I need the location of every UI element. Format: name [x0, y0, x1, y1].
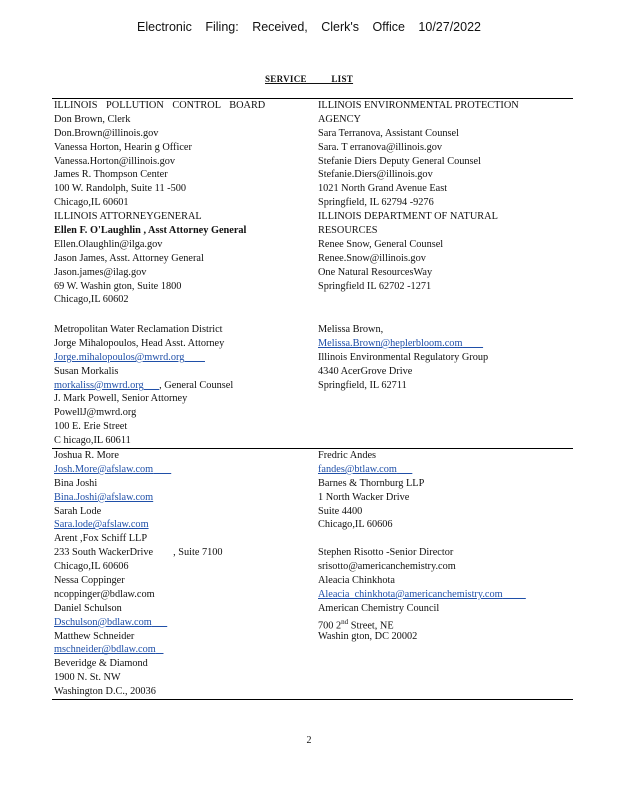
address-line: Chicago,IL 60606 [54, 561, 129, 573]
email-link[interactable]: morkaliss@mwrd.org [54, 379, 144, 391]
contact-name: Susan Morkalis [54, 365, 119, 377]
link-underline-tail [144, 380, 159, 391]
contact-name: Stephen Risotto -Senior Director [318, 547, 454, 559]
contact-name: Ellen F. O'Laughlin , Asst Attorney General [54, 225, 247, 237]
address-line: 1021 North Grand Avenue East [318, 183, 448, 195]
address-line: 69 W. Washin gton, Suite 1800 [54, 280, 182, 292]
electronic-filing-header: Electronic Filing: Received, Clerk's Office 10/27/2022 [137, 20, 481, 34]
email-link[interactable] [54, 351, 233, 365]
email-text: srisotto@americanchemistry.com [318, 561, 456, 573]
contact-name: Stefanie Diers Deputy General Counsel [318, 155, 481, 167]
address-line: 4340 AcerGrove Drive [318, 365, 413, 377]
address-line [54, 546, 223, 560]
email-link-row [318, 337, 488, 351]
left-section-1 [54, 99, 265, 307]
address-line: 100 W. Randolph, Suite 11 -500 [54, 183, 187, 195]
firm-name: Barnes & Thornburg LLP [318, 477, 425, 489]
email-link[interactable]: Dschulson@bdlaw.com [54, 616, 152, 628]
email-link[interactable]: Melissa.Brown@heplerbloom.com [318, 337, 463, 349]
address-line: Washin gton, DC 20002 [318, 630, 418, 642]
address-street: 233 South WackerDrive [54, 547, 154, 559]
address-line: Suite 4400 [318, 505, 363, 517]
email-text: PowellJ@mwrd.org [54, 407, 137, 419]
address-line: Springfield, IL 62794 -9276 [318, 197, 434, 209]
address-line: Chicago,IL 60601 [54, 197, 129, 209]
contact-name: Joshua R. More [54, 450, 119, 461]
email-text: Don.Brown@illinois.gov [54, 127, 159, 139]
address-line: C hicago,IL 60611 [54, 435, 131, 447]
address-line: 1 North Wacker Drive [318, 491, 410, 503]
link-underline-tail [156, 644, 164, 655]
email-link-row [54, 643, 223, 657]
contact-name: Fredric Andes [318, 450, 377, 461]
org-name: American Chemistry Council [318, 602, 440, 614]
street-name: Street, NE [348, 620, 394, 632]
contact-name: Jorge Mihalopoulos, Head Asst. Attorney [54, 337, 225, 349]
left-section-3 [54, 449, 223, 699]
contact-name: Sarah Lode [54, 505, 102, 517]
email-link-row [54, 463, 223, 477]
email-link[interactable]: Sara.lode@afslaw.com [54, 519, 149, 531]
link-underline-tail [503, 589, 526, 600]
spacer-line [318, 532, 526, 546]
org-name: ILLINOIS ATTORNEYGENERAL [54, 211, 202, 223]
ordinal-suffix: nd [341, 617, 349, 626]
org-name: Illinois Environmental Regulatory Group [318, 351, 489, 363]
service-list-title: SERVICE LIST [265, 74, 354, 84]
email-text: ncoppinger@bdlaw.com [54, 588, 155, 600]
contact-name: Melissa Brown, [318, 324, 384, 335]
firm-name: Arent ,Fox Schiff LLP [54, 533, 148, 545]
right-section-2 [318, 323, 488, 392]
right-section-1 [318, 99, 519, 293]
email-link-row [54, 518, 223, 532]
address-line: James R. Thompson Center [54, 169, 168, 181]
email-link-text[interactable]: Jorge.mihalopoulos@mwrd.org [54, 351, 185, 363]
email-text: Ellen.Olaughlin@ilga.gov [54, 238, 163, 250]
contact-name: Sara Terranova, Assistant Counsel [318, 127, 459, 139]
right-section-3 [318, 449, 526, 643]
street-number: 700 2 [318, 620, 342, 632]
email-text: Renee.Snow@illinois.gov [318, 252, 426, 264]
email-text: Vanessa.Horton@illinois.gov [54, 155, 176, 167]
email-text: Sara. T erranova@illinois.gov [318, 141, 443, 153]
address-line: One Natural ResourcesWay [318, 266, 433, 278]
link-underline-tail [397, 464, 412, 475]
email-link[interactable]: mschneider@bdlaw.com [54, 644, 156, 656]
contact-name: Don Brown, Clerk [54, 113, 131, 125]
link-underline-tail [153, 464, 171, 475]
email-link-row [54, 616, 223, 630]
email-link-row [318, 588, 526, 602]
address-line: Chicago,IL 60606 [318, 519, 393, 531]
address-line: Springfield, IL 62711 [318, 379, 407, 391]
address-line: Chicago,IL 60602 [54, 294, 129, 306]
contact-title: , General Counsel [159, 379, 234, 391]
email-row [54, 379, 233, 393]
email-link[interactable]: Josh.More@afslaw.com [54, 463, 154, 475]
link-underline-tail [184, 352, 205, 363]
email-link[interactable]: Aleacia_chinkhota@americanchemistry.com [318, 588, 503, 600]
org-name: AGENCY [318, 113, 361, 125]
page-number: 2 [306, 735, 312, 746]
address-suite: , Suite 7100 [173, 547, 223, 559]
email-link-row [54, 491, 223, 505]
email-link-row [318, 463, 526, 477]
contact-name: Vanessa Horton, Hearin g Officer [54, 141, 192, 153]
address-line: 1900 N. St. NW [54, 672, 121, 684]
contact-name: Bina Joshi [54, 477, 98, 489]
org-name: ILLINOIS DEPARTMENT OF NATURAL [318, 211, 498, 223]
address-line [318, 616, 526, 630]
contact-name: Matthew Schneider [54, 630, 135, 642]
email-link[interactable]: Bina.Joshi@afslaw.com [54, 491, 154, 503]
address-line: Springfield IL 62702 -1271 [318, 280, 432, 292]
bottom-rule [52, 699, 573, 700]
org-name: ILLINOIS POLLUTION CONTROL BOARD [54, 100, 266, 111]
left-section-2 [54, 323, 233, 448]
org-name: Metropolitan Water Reclamation District [54, 324, 223, 335]
contact-name: Jason James, Asst. Attorney General [54, 252, 204, 264]
email-text: Jason.james@ilag.gov [54, 266, 147, 278]
address-line: Washington D.C., 20036 [54, 686, 156, 698]
contact-name: Aleacia Chinkhota [318, 575, 395, 587]
link-underline-tail [462, 338, 483, 349]
email-text: Stefanie.Diers@illinois.gov [318, 169, 433, 181]
contact-name: Renee Snow, General Counsel [318, 238, 444, 250]
contact-name: Daniel Schulson [54, 602, 122, 614]
firm-name: Beveridge & Diamond [54, 658, 148, 670]
link-underline-tail [152, 617, 167, 628]
org-name: RESOURCES [318, 225, 378, 237]
email-link[interactable]: fandes@btlaw.com [318, 463, 397, 475]
org-name: ILLINOIS ENVIRONMENTAL PROTECTION [318, 100, 519, 111]
address-line: 100 E. Erie Street [54, 421, 128, 433]
contact-name: Nessa Coppinger [54, 575, 125, 587]
contact-name: J. Mark Powell, Senior Attorney [54, 393, 188, 405]
